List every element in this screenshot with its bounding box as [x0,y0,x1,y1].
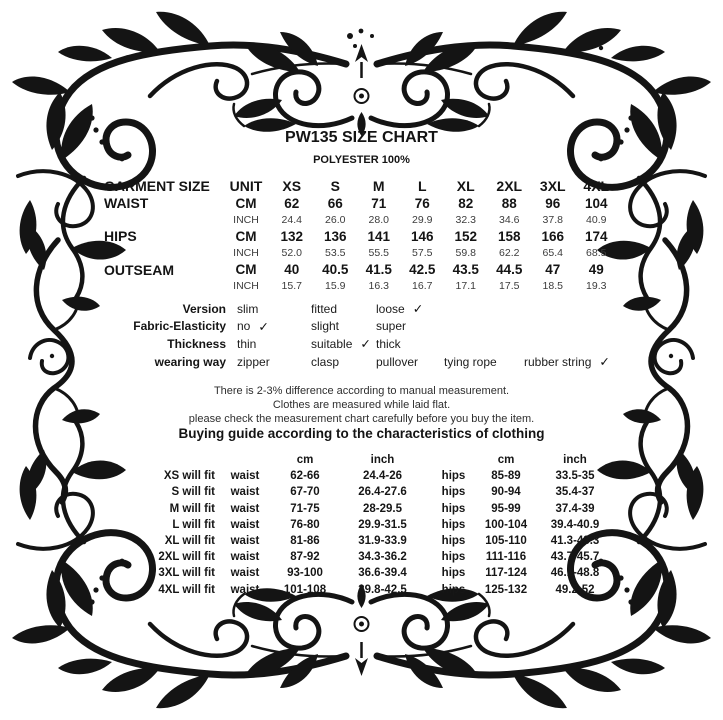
guide-cell: 71-75 [290,502,320,515]
guide-cell: 101-108 [283,583,327,596]
check-icon: ✓ [258,319,269,334]
option-cell [433,300,513,318]
row-label [104,245,222,262]
size-value: 136 [323,228,347,244]
guide-size: XL will fit [164,535,215,548]
unit-label: CM [235,228,257,244]
guide-size: L will fit [172,518,215,531]
option-cell [433,318,513,336]
option-cell [433,335,513,353]
size-value: 16.3 [368,280,389,293]
guide-cell: 100-104 [484,518,528,531]
size-value: 15.7 [281,280,302,293]
guide-cell: 31.9-33.9 [358,535,407,548]
row-label: OUTSEAM [104,261,174,278]
option-cell [300,335,371,353]
col-header: 2XL [496,177,523,194]
col-header: XL [456,177,475,194]
guide-header-cell: inch [370,454,395,467]
guide-cell: hips [441,486,466,499]
size-value: 28.0 [368,213,389,226]
attributes-section [104,300,620,370]
guide-cell: 28-29.5 [362,502,402,515]
guide-header-cell [120,452,215,468]
option-cell [513,300,620,318]
size-value: 18.5 [542,280,563,293]
option-text: slim [237,301,259,316]
size-value: 34.6 [499,213,520,226]
guide-size: 2XL will fit [158,551,215,564]
guide-cell: 67-70 [290,486,320,499]
guide-cell: 39.8-42.5 [358,583,407,596]
row-label [104,278,222,295]
size-value: 40 [284,262,300,278]
size-value: 166 [541,228,565,244]
guide-cell: 117-124 [485,567,527,580]
guide-cell: 95-99 [491,502,521,515]
unit-label: CM [235,262,257,278]
guide-cell: 105-110 [485,535,527,548]
guide-cell: 43.7-45.7 [550,551,600,564]
guide-header-cell: inch [563,454,587,467]
guide-cell: hips [441,551,466,564]
option-text: slight [311,319,340,334]
size-value: 132 [280,228,304,244]
size-value: 104 [584,195,608,211]
size-value: 19.3 [586,280,607,293]
option-text: pullover [376,354,419,369]
option-text: thin [237,336,257,351]
size-value: 32.3 [455,213,476,226]
guide-cell: hips [441,583,466,596]
guide-cell: hips [441,518,466,531]
option-text: fitted [311,301,338,316]
guide-size: XS will fit [163,470,215,483]
col-header: L [417,177,427,194]
guide-cell: 125-132 [484,583,528,596]
unit-label: INCH [233,280,259,293]
guide-cell: hips [441,535,466,548]
guide-cell: waist [230,583,260,596]
col-header: 4XL [583,177,610,194]
note-line: There is 2-3% difference according to manual measurement. [213,385,510,397]
note-line: Clothes are measured while laid flat. [272,398,451,411]
size-value: 17.5 [499,280,520,293]
size-value: 82 [458,195,474,211]
material-subtitle: POLYESTER 100% [313,154,410,166]
size-value: 26.0 [325,213,346,226]
row-label: HIPS [104,228,137,245]
option-cell [300,300,365,318]
col-header: XS [282,177,302,194]
guide-cell: 76-80 [290,518,320,531]
guide-cell: 81-86 [290,535,320,548]
col-header: UNIT [229,177,263,194]
option-text: loose [376,301,405,316]
size-value: 152 [454,228,478,244]
col-header: GARMENT SIZE [104,177,210,194]
option-text: no [237,319,251,334]
size-value: 40.9 [586,213,607,226]
measurement-notes [0,385,723,426]
col-header: M [372,177,385,194]
guide-cell: 85-89 [491,470,521,483]
guide-cell: waist [230,567,260,580]
guide-cell: 37.4-39 [555,502,595,515]
row-label: WAIST [104,195,149,212]
size-value: 40.5 [322,262,349,278]
size-value: 62.2 [499,247,520,260]
guide-cell: 39.4-40.9 [550,518,600,531]
guide-cell: 111-116 [485,551,527,564]
size-value: 59.8 [455,247,476,260]
option-text: suitable [311,336,353,351]
buying-guide-table [120,452,615,598]
option-text: rubber string [524,354,592,369]
guide-cell: hips [441,470,466,483]
note-line: please check the measurement chart carefully before you buy the item. [188,412,535,425]
option-label: Thickness [167,336,226,351]
option-cell [226,300,300,318]
option-cell [226,318,300,336]
guide-cell: 34.3-36.2 [358,551,407,564]
option-cell [513,318,620,336]
size-value: 158 [497,228,521,244]
size-value: 24.4 [281,213,302,226]
guide-cell: 90-94 [491,486,521,499]
size-value: 52.0 [281,247,302,260]
guide-cell: waist [230,470,260,483]
guide-header-cell [430,452,477,468]
guide-cell: 49.2-52 [555,583,595,596]
option-cell [300,318,365,336]
guide-header-cell: cm [296,454,314,467]
guide-size: 4XL will fit [158,583,215,596]
guide-cell: 35.4-37 [555,486,595,499]
guide-cell: 26.4-27.6 [358,486,407,499]
guide-cell: 24.4-26 [362,470,402,483]
unit-label: CM [235,195,257,211]
size-value: 76 [414,195,430,211]
guide-cell: hips [441,567,466,580]
col-header: 3XL [539,177,566,194]
option-label: wearing way [154,354,226,369]
size-value: 53.5 [325,247,346,260]
buying-guide-heading: Buying guide according to the characteristics of clothing [178,426,545,441]
size-value: 29.9 [412,213,433,226]
size-value: 44.5 [496,262,523,278]
option-text: tying rope [444,354,497,369]
guide-cell: 33.5-35 [555,470,595,483]
size-value: 57.5 [412,247,433,260]
option-label: Version [182,301,226,316]
size-value: 49 [588,262,604,278]
check-icon: ✓ [360,337,371,352]
option-cell [365,353,433,371]
guide-header-cell [215,452,275,468]
guide-cell: hips [441,502,466,515]
size-value: 55.5 [368,247,389,260]
guide-cell: 29.9-31.5 [358,518,407,531]
size-value: 146 [410,228,434,244]
size-value: 68.5 [586,247,607,260]
option-cell [365,300,433,318]
guide-cell: 87-92 [290,551,320,564]
unit-label: INCH [233,213,259,226]
size-value: 43.5 [452,262,479,278]
guide-cell: waist [230,486,260,499]
size-value: 174 [584,228,608,244]
size-value: 96 [545,195,561,211]
size-value: 41.5 [365,262,392,278]
option-cell [365,335,433,353]
unit-label: INCH [233,247,259,260]
guide-cell: waist [230,551,260,564]
option-cell [300,353,365,371]
row-label [104,212,222,229]
size-value: 62 [284,195,300,211]
size-value: 17.1 [455,280,476,293]
size-value: 66 [327,195,343,211]
option-label: Fabric-Elasticity [133,319,226,334]
check-icon: ✓ [412,302,424,317]
size-value: 141 [367,228,391,244]
guide-cell: waist [230,518,260,531]
size-value: 16.7 [412,280,433,293]
size-value: 71 [371,195,387,211]
guide-cell: 62-66 [290,470,320,483]
option-cell [433,353,513,371]
guide-header-cell: cm [497,454,515,467]
option-cell [513,353,620,371]
option-text: thick [376,336,401,351]
option-cell [513,335,620,353]
guide-cell: 36.6-39.4 [358,567,407,580]
size-value: 47 [545,262,561,278]
check-icon: ✓ [599,355,610,370]
option-text: zipper [237,354,270,369]
guide-cell: 93-100 [287,567,323,580]
size-value: 88 [501,195,517,211]
guide-cell: waist [230,502,260,515]
option-cell [226,335,300,353]
option-cell [365,318,433,336]
guide-size: M will fit [169,502,215,515]
page-title: PW135 SIZE CHART [285,129,438,146]
size-value: 65.4 [542,247,563,260]
size-value: 42.5 [409,262,436,278]
size-table [104,176,618,295]
option-text: clasp [311,354,340,369]
col-header: S [330,177,340,194]
guide-size: S will fit [171,486,215,499]
guide-size: 3XL will fit [158,567,215,580]
size-value: 37.8 [542,213,563,226]
size-value: 15.9 [325,280,346,293]
guide-cell: waist [230,535,260,548]
option-text: super [376,319,407,334]
option-cell [226,353,300,371]
guide-cell: 46.1-48.8 [550,567,600,580]
guide-cell: 41.3-43.3 [550,535,600,548]
